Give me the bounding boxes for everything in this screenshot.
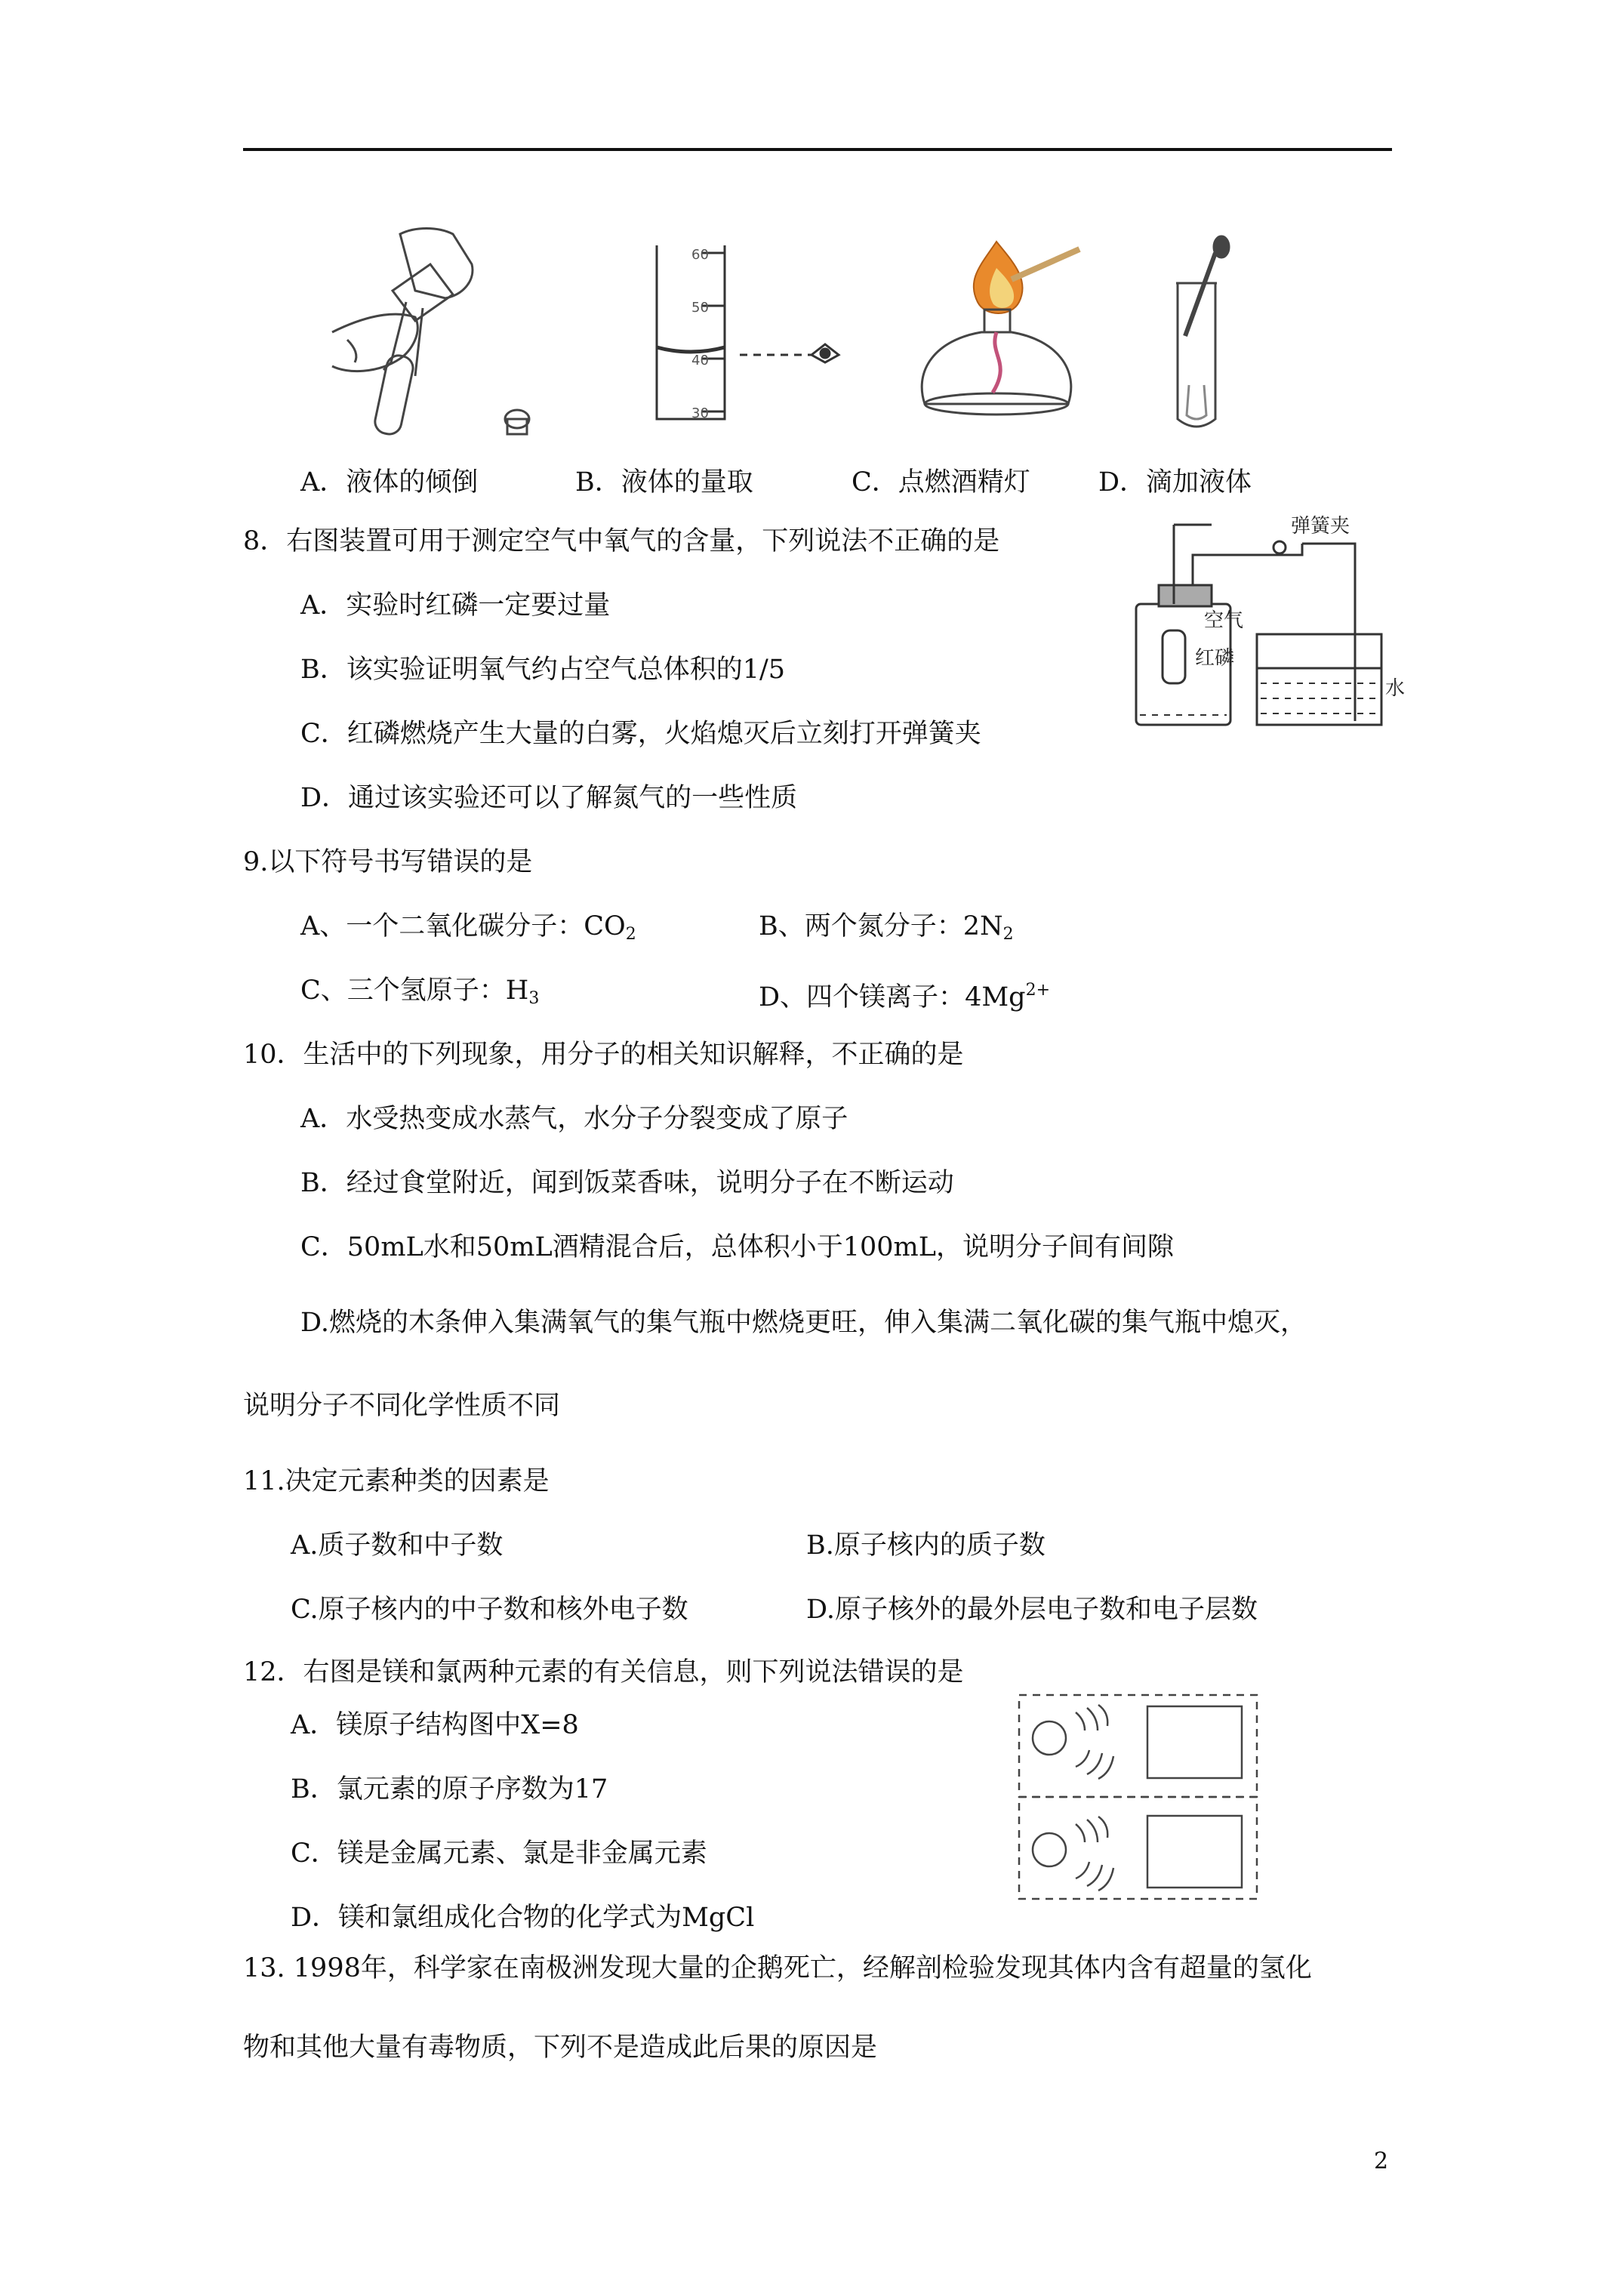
label-water: 水 bbox=[1385, 677, 1406, 700]
label-clamp: 弹簧夹 bbox=[1291, 515, 1350, 538]
q11-option-a: A.质子数和中子数 bbox=[291, 1530, 504, 1561]
q10-stem: 10．生活中的下列现象，用分子的相关知识解释，不正确的是 bbox=[243, 1040, 964, 1070]
q10-option-c: C．50mL水和50mL酒精混合后，总体积小于100mL，说明分子间有间隙 bbox=[300, 1232, 1174, 1262]
q8-option-c: C．红磷燃烧产生大量的白雾，火焰熄灭后立刻打开弹簧夹 bbox=[300, 719, 981, 749]
q12-option-d: D．镁和氯组成化合物的化学式为MgCl bbox=[291, 1903, 755, 1933]
q9-stem: 9.以下符号书写错误的是 bbox=[243, 847, 533, 877]
q9-option-d: D、四个镁离子：$4Mg^{2+}$ bbox=[759, 981, 1051, 1012]
q8-option-a: A．实验时红磷一定要过量 bbox=[300, 590, 611, 621]
q13-line-1: 13. 1998年，科学家在南极洲发现大量的企鹅死亡，经解剖检验发现其体内含有超量的氢化 bbox=[243, 1953, 1312, 1983]
label-air: 空气 bbox=[1204, 609, 1244, 632]
q7-option-a: A．液体的倾倒 bbox=[300, 467, 479, 498]
q11-option-c: C.原子核内的中子数和核外电子数 bbox=[291, 1595, 688, 1625]
figure-alcohol-lamp bbox=[906, 234, 1087, 430]
q10-option-d: D.燃烧的木条伸入集满氧气的集气瓶中燃烧更旺，伸入集满二氧化碳的集气瓶中熄灭， bbox=[300, 1308, 1307, 1338]
q8-stem: 8．右图装置可用于测定空气中氧气的含量，下列说法不正确的是 bbox=[243, 526, 1000, 556]
cylinder-tick-30: 30 bbox=[691, 405, 709, 421]
q9-option-b: B、两个氮分子：$2N_2$ bbox=[759, 911, 1014, 944]
q10-option-a: A．水受热变成水蒸气，水分子分裂变成了原子 bbox=[300, 1104, 848, 1134]
q12-option-c: C．镁是金属元素、氯是非金属元素 bbox=[291, 1838, 707, 1869]
figure-mg-cl-info bbox=[1015, 1691, 1261, 1903]
label-phosphorus: 红磷 bbox=[1195, 647, 1235, 670]
figure-pouring-liquid bbox=[317, 219, 544, 445]
q9-option-a: A、一个二氧化碳分子：$CO_2$ bbox=[300, 911, 636, 944]
q10-option-b: B．经过食堂附近，闻到饭菜香味，说明分子在不断运动 bbox=[300, 1168, 954, 1198]
figure-measuring-cylinder bbox=[649, 230, 906, 434]
q7-option-b: B．液体的量取 bbox=[575, 467, 753, 498]
q12-stem: 12．右图是镁和氯两种元素的有关信息，则下列说法错误的是 bbox=[243, 1657, 964, 1687]
q8-option-b: B．该实验证明氧气约占空气总体积的1/5 bbox=[300, 655, 786, 685]
q11-option-b: B.原子核内的质子数 bbox=[806, 1530, 1046, 1561]
q11-option-d: D.原子核外的最外层电子数和电子层数 bbox=[806, 1595, 1258, 1625]
figure-oxygen-apparatus bbox=[1129, 510, 1415, 736]
page-number: 2 bbox=[1374, 2148, 1389, 2174]
cylinder-tick-40: 40 bbox=[691, 353, 709, 368]
q10-continuation: 说明分子不同化学性质不同 bbox=[243, 1391, 561, 1421]
q13-line-2: 物和其他大量有毒物质，下列不是造成此后果的原因是 bbox=[243, 2032, 878, 2063]
figure-dropping-liquid bbox=[1132, 238, 1268, 434]
q7-option-d: D．滴加液体 bbox=[1098, 467, 1252, 498]
q7-option-c: C．点燃酒精灯 bbox=[852, 467, 1030, 498]
q12-option-b: B．氯元素的原子序数为17 bbox=[291, 1774, 608, 1804]
cylinder-tick-50: 50 bbox=[691, 300, 709, 316]
header-rule bbox=[243, 148, 1392, 151]
cylinder-tick-60: 60 bbox=[691, 247, 709, 263]
q12-option-a: A．镁原子结构图中X=8 bbox=[291, 1710, 579, 1740]
q11-stem: 11.决定元素种类的因素是 bbox=[243, 1466, 550, 1496]
q8-option-d: D．通过该实验还可以了解氮气的一些性质 bbox=[300, 783, 798, 813]
q9-option-c: C、三个氢原子：$H_3$ bbox=[300, 975, 540, 1008]
